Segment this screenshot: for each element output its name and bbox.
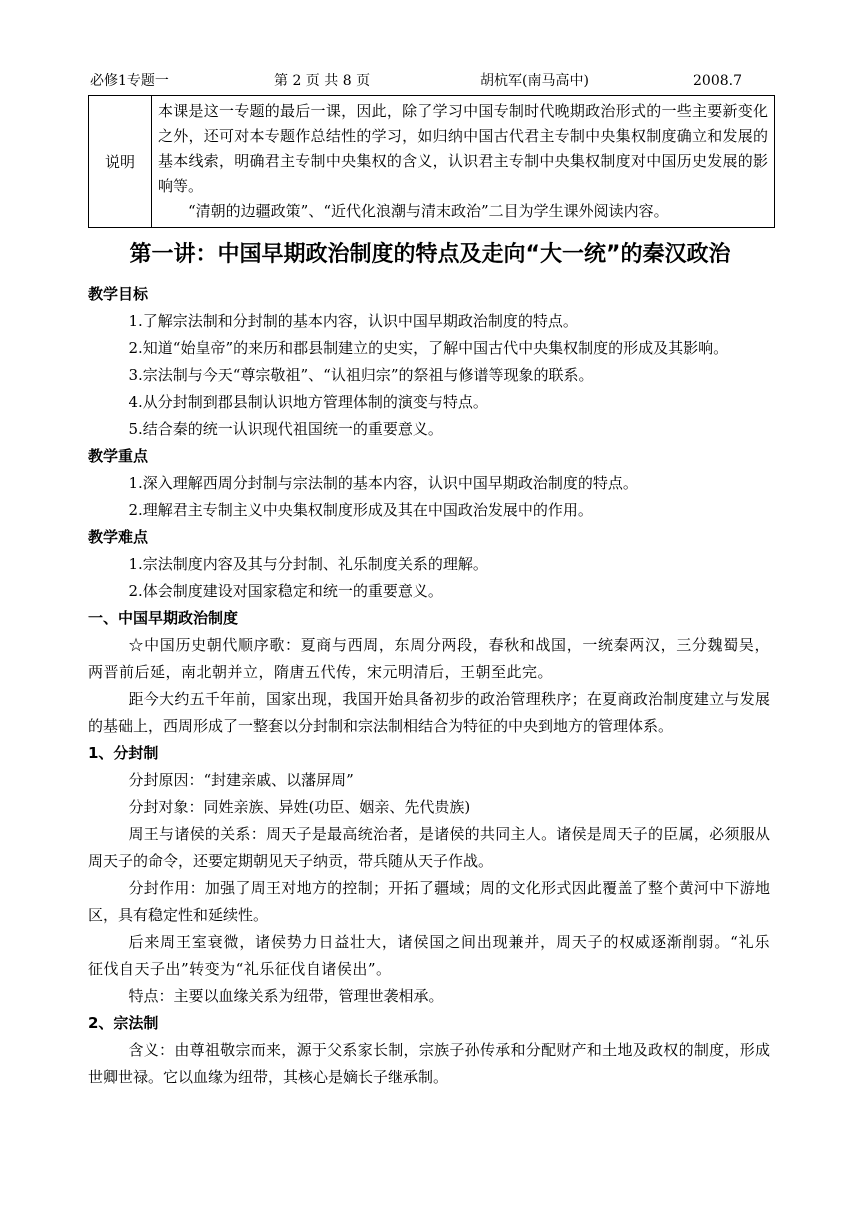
goal-item: 5.结合秦的统一认识现代祖国统一的重要意义。 xyxy=(128,420,443,438)
key-points-heading: 教学重点 xyxy=(88,447,149,465)
main-content xyxy=(88,281,770,1091)
lecture-title: 第一讲：中国早期政治制度的特点及走向“大一统”的秦汉政治 xyxy=(129,242,731,267)
difficulty-item: 2.体会制度建设对国家稳定和统一的重要意义。 xyxy=(128,582,443,600)
goals-heading: 教学目标 xyxy=(88,285,149,303)
difficulty-item: 1.宗法制度内容及其与分封制、礼乐制度关系的理解。 xyxy=(128,555,488,573)
fengjian-objects: 分封对象：同姓亲族、异姓(功臣、姻亲、先代贵族) xyxy=(128,798,471,816)
note-paragraph-reading: “清朝的边疆政策”、“近代化浪潮与清末政治”二目为学生课外阅读内容。 xyxy=(188,202,669,220)
note-paragraph: 本课是这一专题的最后一课，因此，除了学习中国专制时代晚期政治形式的一些主要新变化之外，还可对本专题作总结性的学习，如归纳中国古代君主专制中央集权制度确立和发展的基本线索，明确君主专制中央集权的含义，认识君主专制中央集权制度对中国历史发展的影响等。 xyxy=(158,102,768,195)
goal-item: 4.从分封制到郡县制认识地方管理体制的演变与特点。 xyxy=(128,393,488,411)
goal-item: 1.了解宗法制和分封制的基本内容，认识中国早期政治制度的特点。 xyxy=(128,312,578,330)
header-course: 必修1专题一 xyxy=(90,73,169,89)
key-point-item: 2.理解君主专制主义中央集权制度形成及其在中国政治发展中的作用。 xyxy=(128,501,593,519)
zongfa-heading: 2、宗法制 xyxy=(88,1014,159,1032)
fengjian-effect: 分封作用：加强了周王对地方的控制；开拓了疆域；周的文化形式因此覆盖了整个黄河中下游地区，具有稳定性和延续性。 xyxy=(88,879,770,924)
fengjian-heading: 1、分封制 xyxy=(88,744,159,762)
goal-item: 2.知道“始皇帝”的来历和郡县制建立的史实，了解中国古代中央集权制度的形成及其影响。 xyxy=(128,339,729,357)
dynasty-song: ☆中国历史朝代顺序歌：夏商与西周，东周分两段，春秋和战国，一统秦两汉，三分魏蜀吴，两晋前后延，南北朝并立，隋唐五代传，宋元明清后，王朝至此完。 xyxy=(88,636,770,681)
note-label: 说明 xyxy=(89,96,152,228)
difficulties-heading: 教学难点 xyxy=(88,528,149,546)
header-date: 2008.7 xyxy=(693,73,742,89)
key-point-item: 1.深入理解西周分封制与宗法制的基本内容，认识中国早期政治制度的特点。 xyxy=(128,474,638,492)
section1-heading: 一、中国早期政治制度 xyxy=(88,609,239,627)
fengjian-feature: 特点：主要以血缘关系为纽带，管理世袭相承。 xyxy=(128,987,444,1005)
goal-item: 3.宗法制与今天“尊宗敬祖”、“认祖归宗”的祭祖与修谱等现象的联系。 xyxy=(128,366,594,384)
header-page-info: 第 2 页 共 8 页 xyxy=(274,73,371,89)
fengjian-decline: 后来周王室衰微，诸侯势力日益壮大，诸侯国之间出现兼并，周天子的权威逐渐削弱。“礼乐征伐自天子出”转变为“礼乐征伐自诸侯出”。 xyxy=(88,933,770,978)
section1-intro: 距今大约五千年前，国家出现，我国开始具备初步的政治管理秩序；在夏商政治制度建立与发展的基础上，西周形成了一整套以分封制和宗法制相结合为特征的中央到地方的管理体系。 xyxy=(88,690,770,735)
fengjian-relation: 周王与诸侯的关系：周天子是最高统治者，是诸侯的共同主人。诸侯是周天子的臣属，必须服从周天子的命令，还要定期朝见天子纳贡，带兵随从天子作战。 xyxy=(88,825,770,870)
note-table xyxy=(88,95,775,228)
fengjian-reason: 分封原因：“封建亲戚、以藩屏周” xyxy=(128,771,354,789)
note-body xyxy=(152,96,775,228)
zongfa-meaning: 含义：由尊祖敬宗而来，源于父系家长制，宗族子孙传承和分配财产和土地及政权的制度，形成世卿世禄。它以血缘为纽带，其核心是嫡长子继承制。 xyxy=(88,1041,770,1086)
header-author: 胡杭军(南马高中) xyxy=(480,73,589,89)
